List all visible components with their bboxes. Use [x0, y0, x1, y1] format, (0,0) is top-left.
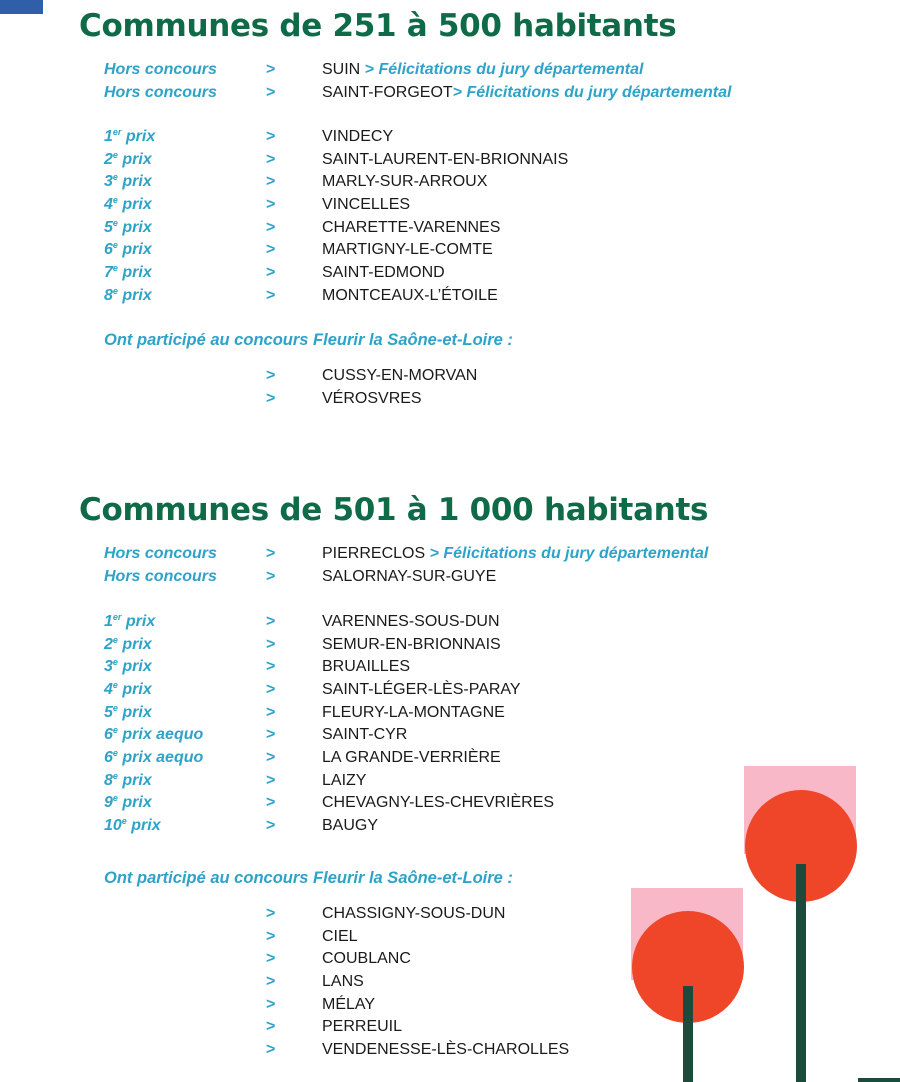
arrow-marker: > [266, 173, 276, 191]
prize-rank: 5 [104, 703, 113, 721]
arrow-marker: > [266, 680, 276, 698]
prize-rank-suffix: e [112, 725, 118, 736]
prize-rank: 6 [104, 241, 113, 259]
prize-word: prix [117, 703, 152, 721]
arrow-marker: > [266, 972, 276, 990]
prize-rank-suffix: e [112, 262, 118, 273]
commune-name: SAINT-EDMOND [322, 263, 445, 281]
prize-label [104, 126, 155, 148]
arrow-marker: > [266, 703, 276, 721]
prize-label [104, 171, 152, 193]
prize-row [0, 611, 900, 633]
hors-concours-row [0, 59, 900, 81]
prize-label [104, 702, 152, 724]
participant-row [0, 365, 900, 387]
commune-text: SUIN [322, 61, 361, 78]
hors-concours-row [0, 566, 900, 588]
prize-rank-suffix: e [112, 679, 118, 690]
arrow-marker: > [266, 927, 276, 945]
arrow-marker: > [266, 794, 276, 812]
prize-label [104, 285, 152, 307]
arrow-marker: > [266, 726, 276, 744]
section-title: Communes de 251 à 500 habitants [79, 8, 677, 44]
prize-label [104, 792, 152, 814]
prize-rank-suffix: e [112, 285, 118, 296]
arrow-marker: > [266, 950, 276, 968]
arrow-marker: > [266, 61, 276, 78]
prize-row [0, 634, 900, 656]
commune-name: CHARETTE-VARENNES [322, 218, 501, 236]
arrow-marker: > [266, 567, 276, 585]
prize-label [104, 217, 152, 239]
prize-rank-suffix: e [112, 793, 118, 804]
prize-rank-suffix: er [112, 127, 122, 137]
participant-row [0, 388, 900, 410]
prize-rank-suffix: er [112, 612, 122, 622]
arrow-marker: > [266, 545, 276, 562]
prize-rank: 8 [104, 771, 113, 789]
commune-name [322, 82, 731, 104]
prize-row [0, 171, 900, 193]
prize-label [104, 747, 203, 769]
commune-name: BAUGY [322, 816, 379, 834]
prize-row [0, 239, 900, 261]
arrow-marker: > [266, 241, 276, 259]
prize-rank: 2 [104, 635, 113, 653]
prize-rank-suffix: e [112, 770, 118, 781]
arrow-marker: > [266, 150, 276, 168]
prize-label [104, 815, 161, 837]
prize-rank-suffix: e [112, 240, 118, 251]
arrow-marker: > [266, 195, 276, 213]
prize-rank: 7 [104, 263, 113, 281]
prize-label [104, 239, 152, 261]
jury-note: > Félicitations du jury départemental [360, 61, 644, 78]
prize-rank: 4 [104, 680, 113, 698]
jury-note: > Félicitations du jury départemental [425, 545, 709, 562]
prize-row [0, 126, 900, 148]
hors-concours-row [0, 543, 900, 565]
prize-word: prix [117, 771, 152, 789]
prize-label [104, 656, 152, 678]
commune-text: PIERRECLOS [322, 545, 426, 562]
arrow-marker: > [266, 128, 276, 145]
prize-rank-suffix: e [112, 634, 118, 645]
prize-rank-suffix: e [112, 172, 118, 183]
prize-label [104, 634, 152, 656]
prize-label: Hors concours [104, 567, 217, 585]
prize-label [104, 724, 203, 746]
commune-name: VARENNES-SOUS-DUN [322, 613, 500, 630]
arrow-marker: > [266, 613, 276, 630]
commune-name: COUBLANC [322, 950, 411, 968]
commune-name: VINCELLES [322, 195, 411, 213]
prize-word: prix [117, 263, 152, 281]
prize-label [104, 262, 152, 284]
commune-name: SAINT-LÉGER-LÈS-PARAY [322, 680, 521, 698]
arrow-marker: > [266, 905, 276, 922]
prize-word: prix [117, 635, 152, 653]
prize-word: prix [117, 173, 152, 191]
prize-label: Hors concours [104, 545, 217, 562]
commune-name: MARTIGNY-LE-COMTE [322, 241, 493, 259]
commune-text: SALORNAY-SUR-GUYE [322, 567, 497, 585]
commune-name [322, 543, 708, 565]
prize-rank-suffix: e [112, 657, 118, 668]
arrow-marker: > [266, 263, 276, 281]
arrow-marker: > [266, 389, 276, 407]
prize-rank: 3 [104, 658, 113, 676]
corner-tab [0, 0, 43, 14]
corner-tab-bottom [858, 1078, 900, 1082]
commune-name: CIEL [322, 927, 358, 945]
prize-word: prix [126, 816, 161, 834]
commune-name: VÉROSVRES [322, 389, 422, 407]
commune-name [322, 59, 643, 81]
commune-name: SAINT-CYR [322, 726, 408, 744]
hors-concours-row [0, 82, 900, 104]
prize-word: prix aequo [117, 726, 204, 744]
prize-rank-suffix: e [112, 702, 118, 713]
jury-note: > Félicitations du jury départemental [452, 83, 732, 101]
prize-rank-suffix: e [112, 217, 118, 228]
commune-name: PERREUIL [322, 1018, 403, 1036]
prize-word: prix aequo [117, 748, 204, 766]
prize-row [0, 194, 900, 216]
prize-rank: 2 [104, 150, 113, 168]
arrow-marker: > [266, 658, 276, 676]
prize-word: prix [117, 195, 152, 213]
prize-label: Hors concours [104, 83, 217, 101]
commune-name: CHEVAGNY-LES-CHEVRIÈRES [322, 794, 555, 812]
arrow-marker: > [266, 995, 276, 1013]
commune-name: FLEURY-LA-MONTAGNE [322, 703, 505, 721]
prize-row [0, 724, 900, 746]
commune-name: VENDENESSE-LÈS-CHAROLLES [322, 1040, 570, 1058]
commune-name: LANS [322, 972, 364, 990]
arrow-marker: > [266, 771, 276, 789]
prize-label [104, 770, 152, 792]
prize-row [0, 285, 900, 307]
arrow-marker: > [266, 1040, 276, 1058]
prize-row [0, 679, 900, 701]
prize-word: prix [117, 241, 152, 259]
commune-name: BRUAILLES [322, 658, 411, 676]
commune-name: CUSSY-EN-MORVAN [322, 367, 478, 384]
commune-name: CHASSIGNY-SOUS-DUN [322, 905, 506, 922]
prize-rank: 1 [104, 613, 113, 630]
commune-name: LAIZY [322, 771, 367, 789]
commune-text: SAINT-FORGEOT [322, 83, 453, 101]
participants-heading: Ont participé au concours Fleurir la Saône-et-Loire : [104, 331, 513, 349]
stem-left [683, 986, 693, 1082]
arrow-marker: > [266, 218, 276, 236]
participants-heading: Ont participé au concours Fleurir la Saône-et-Loire : [104, 869, 513, 887]
prize-rank-suffix: e [112, 194, 118, 205]
prize-word: prix [117, 286, 152, 304]
prize-rank: 8 [104, 286, 113, 304]
commune-name: MARLY-SUR-ARROUX [322, 173, 488, 191]
prize-word: prix [117, 794, 152, 812]
prize-rank: 5 [104, 218, 113, 236]
commune-name: MONTCEAUX-L’ÉTOILE [322, 286, 498, 304]
commune-name: VINDECY [322, 128, 394, 145]
prize-row [0, 702, 900, 724]
prize-word: prix [117, 658, 152, 676]
commune-name: SAINT-LAURENT-EN-BRIONNAIS [322, 150, 569, 168]
arrow-marker: > [266, 748, 276, 766]
prize-label: Hors concours [104, 61, 217, 78]
prize-label [104, 679, 152, 701]
arrow-marker: > [266, 1018, 276, 1036]
stem-right [796, 864, 806, 1082]
prize-rank-suffix: e [121, 815, 127, 826]
prize-label [104, 194, 152, 216]
prize-label [104, 149, 152, 171]
prize-row [0, 217, 900, 239]
prize-word: prix [121, 128, 156, 145]
prize-word: prix [117, 150, 152, 168]
commune-name: SEMUR-EN-BRIONNAIS [322, 635, 501, 653]
prize-rank-suffix: e [112, 747, 118, 758]
prize-rank: 9 [104, 794, 113, 812]
prize-rank: 3 [104, 173, 113, 191]
prize-rank: 1 [104, 128, 113, 145]
arrow-marker: > [266, 635, 276, 653]
arrow-marker: > [266, 286, 276, 304]
prize-row [0, 262, 900, 284]
arrow-marker: > [266, 367, 276, 384]
prize-word: prix [117, 218, 152, 236]
prize-word: prix [117, 680, 152, 698]
commune-name: MÉLAY [322, 995, 376, 1013]
prize-row [0, 656, 900, 678]
prize-label [104, 611, 155, 633]
flower-illustration [600, 760, 900, 1082]
commune-name: LA GRANDE-VERRIÈRE [322, 748, 501, 766]
commune-name [322, 566, 496, 588]
prize-rank: 6 [104, 726, 113, 744]
prize-word: prix [121, 613, 156, 630]
prize-row [0, 149, 900, 171]
prize-rank: 4 [104, 195, 113, 213]
prize-rank-suffix: e [112, 149, 118, 160]
arrow-marker: > [266, 83, 276, 101]
prize-rank: 6 [104, 748, 113, 766]
arrow-marker: > [266, 816, 276, 834]
section-title: Communes de 501 à 1 000 habitants [79, 492, 709, 528]
prize-rank: 10 [104, 816, 122, 834]
